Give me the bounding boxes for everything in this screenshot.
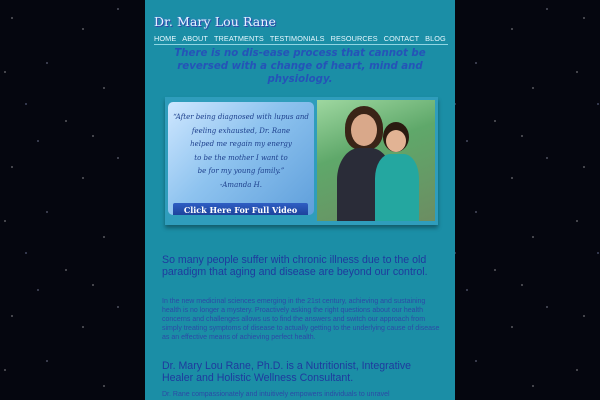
quote-line: to be the mother I want to <box>194 153 288 162</box>
testimonial-quote <box>172 111 310 193</box>
content-column <box>145 0 455 400</box>
section-heading: Dr. Mary Lou Rane, Ph.D. is a Nutritionist, Integrative Healer and Holistic Wellness Consultant. <box>162 360 412 385</box>
nav-item-home[interactable]: HOME <box>154 34 177 43</box>
photo-face <box>351 114 377 146</box>
site-logo[interactable]: Dr. Mary Lou Rane <box>154 14 276 29</box>
testimonial-banner[interactable] <box>165 97 438 225</box>
quote-line: helped me regain my energy <box>190 140 292 149</box>
testimonial-quote-panel <box>168 102 314 215</box>
quote-attribution: -Amanda H. <box>220 180 262 189</box>
main-nav <box>154 35 448 45</box>
full-video-button[interactable]: Click Here For Full Video <box>173 203 308 215</box>
nav-item-testimonials[interactable]: TESTIMONIALS <box>269 34 325 43</box>
quote-line: feeling exhausted, Dr. Rane <box>191 126 291 135</box>
photo-child-shirt <box>375 154 419 221</box>
nav-item-treatments[interactable]: TREATMENTS <box>213 34 264 43</box>
quote-line: “After being diagnosed with lupus and <box>173 113 309 121</box>
nav-item-contact[interactable]: CONTACT <box>383 34 420 43</box>
section-heading: So many people suffer with chronic illness due to the old paradigm that aging and disease are beyond our control. <box>162 254 428 279</box>
section-body: Dr. Rane compassionately and intuitively empowers individuals to unravel <box>162 391 390 398</box>
testimonial-photo <box>317 100 435 221</box>
nav-item-blog[interactable]: BLOG <box>425 34 446 43</box>
nav-item-about[interactable]: ABOUT <box>182 34 208 43</box>
photo-child-face <box>386 130 406 152</box>
tagline: There is no dis-ease process that cannot be reversed with a change of heart, mind and physiology. <box>174 48 426 85</box>
nav-item-resources[interactable]: RESOURCES <box>330 34 378 43</box>
quote-line: be for my young family.” <box>197 167 285 176</box>
section-body: In the new medicinal sciences emerging in the 21st century, achieving and sustaining health is no longer a mystery. Proactively asking the right questions about our health concerns and challenges allows us to find the answers and switch our approach from simply treating symptoms of disease to actually getting to the underlying cause of disease as an effective means of achieving perfect health. <box>162 298 440 342</box>
